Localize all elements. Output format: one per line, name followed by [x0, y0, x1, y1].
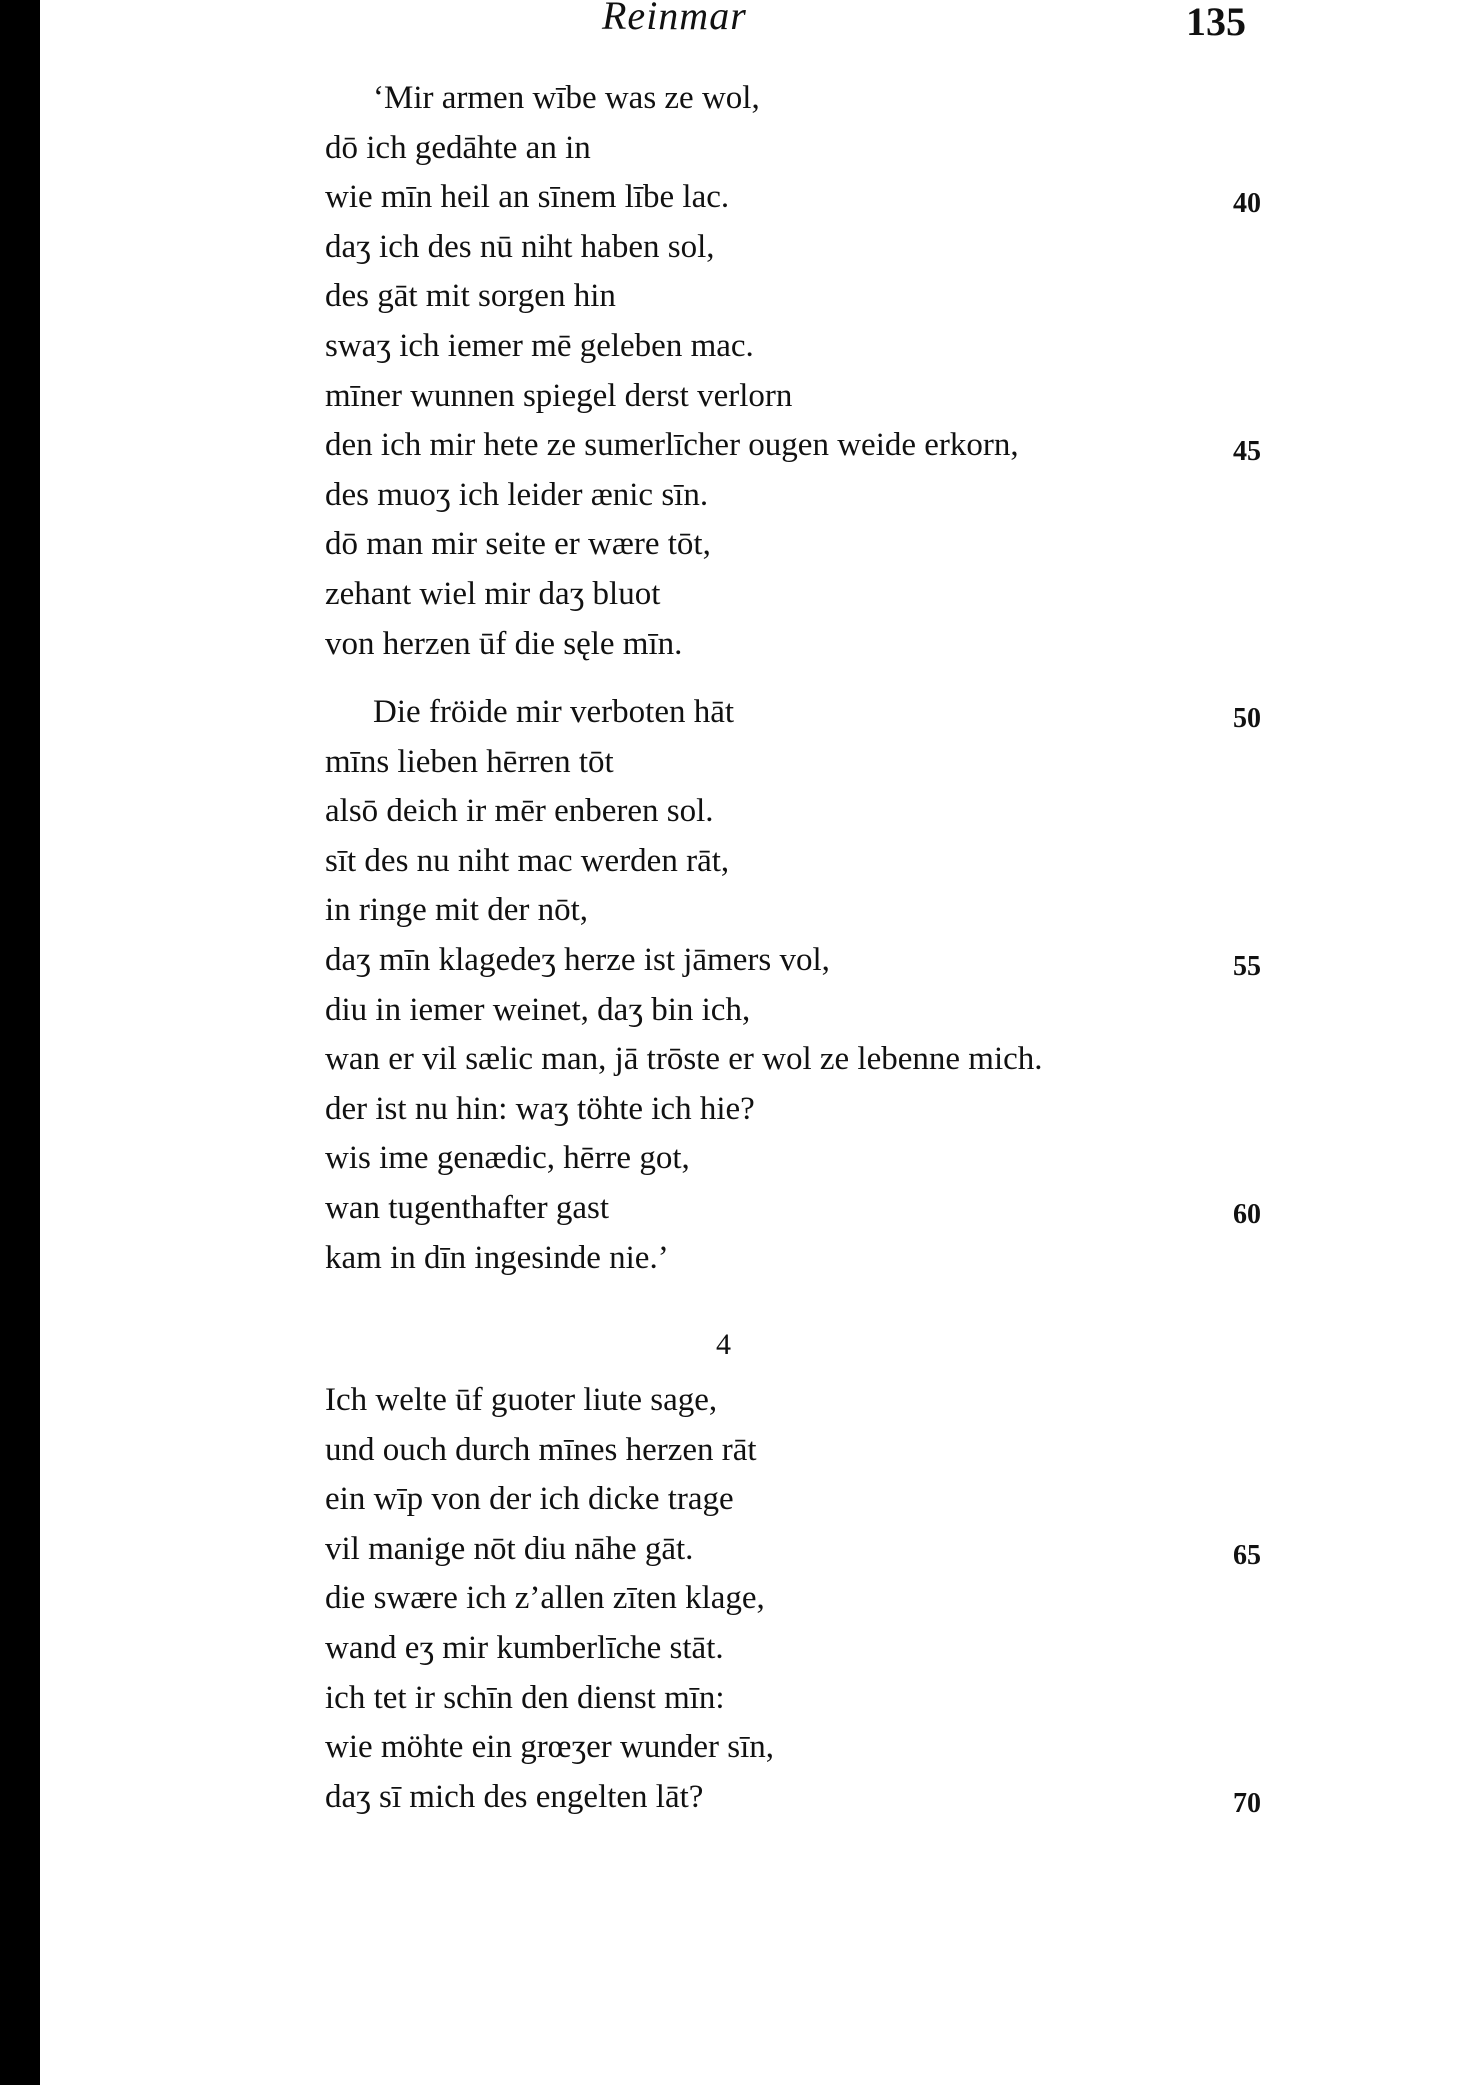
line-number: 55 — [1233, 950, 1261, 982]
verse-text: wan tugenthafter gast — [325, 1189, 610, 1226]
verse-line — [325, 936, 1285, 986]
verse-text: vil manige nōt diu nāhe gāt. — [325, 1530, 694, 1567]
verse-line — [325, 688, 1285, 738]
verse-text: den ich mir hete ze sumerlīcher ougen weide erkorn, — [325, 427, 1019, 464]
verse-line — [325, 74, 1285, 124]
page-edge-shadow — [0, 0, 40, 2085]
verse-text: wie mīn heil an sīnem lībe lac. — [325, 179, 730, 216]
verse-line — [325, 173, 1285, 223]
verse-text: mīner wunnen spiegel derst verlorn — [325, 377, 793, 414]
verse-text: der ist nu hin: waʒ töhte ich hie? — [325, 1090, 755, 1127]
verse-text: daʒ sī mich des engelten lāt? — [325, 1778, 704, 1815]
line-number: 45 — [1233, 436, 1261, 468]
verse-line — [325, 1184, 1285, 1234]
running-title: Reinmar — [602, 0, 747, 38]
verse-text: ein wīp von der ich dicke trage — [325, 1481, 734, 1518]
line-number: 50 — [1233, 703, 1261, 734]
verse-line — [325, 986, 1285, 1036]
verse-text: wis ime genædic, hērre got, — [325, 1140, 690, 1177]
verse-text: in ringe mit der nōt, — [325, 892, 589, 929]
verse-text: Die fröide mir verboten hāt — [373, 694, 735, 730]
verse-line — [325, 1085, 1285, 1135]
verse-line — [325, 520, 1285, 570]
verse-text: alsō deich ir mēr enberen sol. — [325, 793, 714, 830]
verse-text: die swære ich z’allen zīten klage, — [325, 1580, 765, 1617]
stanza-1 — [325, 74, 1285, 669]
verse-line — [325, 372, 1285, 422]
section-number: 4 — [716, 1328, 731, 1361]
verse-text: des gāt mit sorgen hin — [325, 278, 616, 315]
verse-line — [325, 124, 1285, 174]
verse-text: Ich welte ūf guoter liute sage, — [325, 1382, 718, 1418]
verse-line — [325, 471, 1285, 521]
verse-line — [325, 1525, 1285, 1575]
verse-text: dō ich gedāhte an in — [325, 129, 591, 166]
verse-line — [325, 272, 1285, 322]
page-number: 135 — [1186, 0, 1246, 44]
verse-line — [325, 837, 1285, 887]
line-number: 70 — [1233, 1787, 1261, 1819]
verse-line — [325, 421, 1285, 471]
verse-line — [325, 1574, 1285, 1624]
verse-line — [325, 570, 1285, 620]
verse-line — [325, 886, 1285, 936]
page-header — [0, 0, 1478, 42]
verse-line — [325, 1624, 1285, 1674]
verse-text: sīt des nu niht mac werden rāt, — [325, 842, 730, 879]
verse-line — [325, 1773, 1285, 1823]
verse-line — [325, 1475, 1285, 1525]
line-number: 40 — [1233, 188, 1261, 220]
verse-line — [325, 1134, 1285, 1184]
verse-text: kam in dīn ingesinde nie.’ — [325, 1239, 669, 1276]
verse-line — [325, 620, 1285, 670]
verse-line — [325, 1035, 1285, 1085]
verse-text: swaʒ ich iemer mē geleben mac. — [325, 327, 754, 364]
verse-text: zehant wiel mir daʒ bluot — [325, 575, 661, 612]
verse-text: wand eʒ mir kumberlīche stāt. — [325, 1629, 724, 1666]
verse-line — [325, 738, 1285, 788]
verse-line — [325, 1723, 1285, 1773]
verse-text: wan er vil sælic man, jā trōste er wol ze lebenne mich. — [325, 1041, 1043, 1078]
verse-text: dō man mir seite er wære tōt, — [325, 526, 711, 563]
verse-text: diu in iemer weinet, daʒ bin ich, — [325, 991, 751, 1028]
verse-text: daʒ ich des nū niht haben sol, — [325, 228, 715, 265]
verse-line — [325, 1426, 1285, 1476]
line-number: 60 — [1233, 1198, 1261, 1230]
verse-text: von herzen ūf die sęle mīn. — [325, 625, 683, 662]
verse-line — [325, 1376, 1285, 1426]
verse-text: wie möhte ein grœʒer wunder sīn, — [325, 1729, 775, 1766]
verse-line — [325, 1234, 1285, 1284]
verse-line — [325, 322, 1285, 372]
line-number: 65 — [1233, 1539, 1261, 1571]
verse-line — [325, 223, 1285, 273]
verse-line — [325, 1674, 1285, 1724]
verse-text: ich tet ir schīn den dienst mīn: — [325, 1679, 725, 1716]
stanza-3 — [325, 1376, 1285, 1822]
verse-text: des muoʒ ich leider ænic sīn. — [325, 476, 709, 513]
verse-line — [325, 787, 1285, 837]
verse-text: daʒ mīn klagedeʒ herze ist jāmers vol, — [325, 941, 830, 978]
stanza-2 — [325, 688, 1285, 1283]
verse-text: und ouch durch mīnes herzen rāt — [325, 1431, 757, 1468]
verse-text: ‘Mir armen wībe was ze wol, — [373, 80, 760, 116]
verse-text: mīns lieben hērren tōt — [325, 743, 614, 780]
